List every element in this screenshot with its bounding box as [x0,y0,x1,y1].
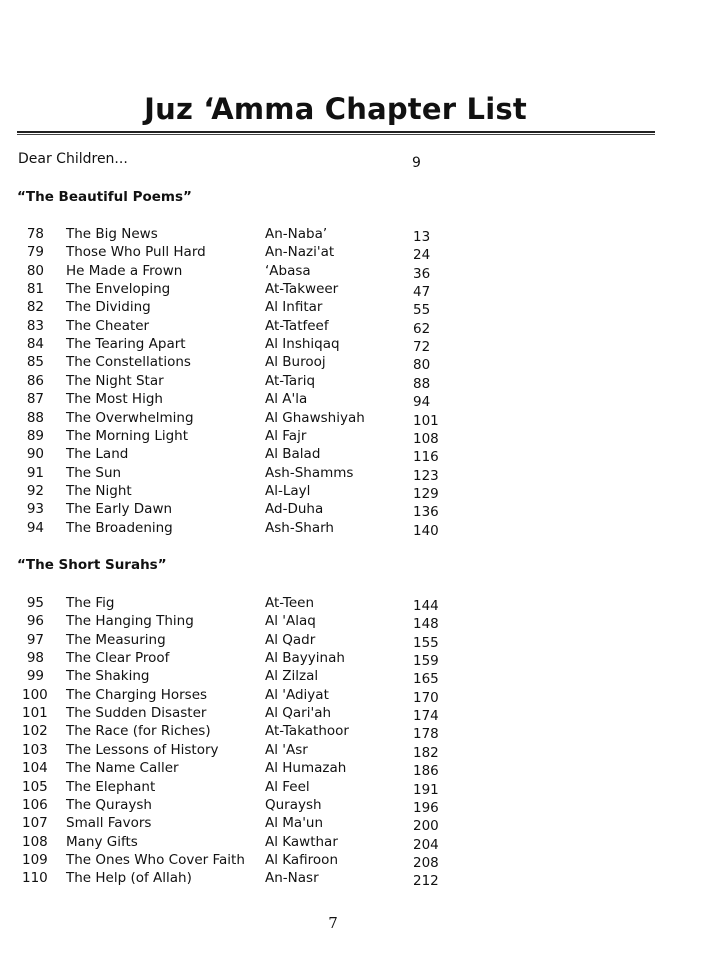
chapter-page: 88 [413,375,431,392]
chapter-page: 13 [413,229,431,245]
chapter-row [0,722,711,743]
chapter-page: 94 [413,394,431,411]
chapter-row [0,796,711,814]
chapter-arabic-name: An-Nasr [265,870,319,887]
chapter-english-name: The Constellations [66,354,191,371]
chapter-page: 144 [413,598,439,614]
chapter-english-name: The Clear Proof [66,650,170,667]
chapter-page: 170 [413,689,439,706]
chapter-page: 155 [413,634,439,651]
chapter-arabic-name: At-Tatfeef [265,317,329,334]
chapter-row [0,243,711,264]
chapter-arabic-name: Ash-Sharh [265,519,334,536]
chapter-row [0,225,711,243]
chapter-row [0,814,711,835]
chapter-page: 123 [413,467,439,484]
chapter-english-name: The Early Dawn [66,501,173,518]
chapter-number: 108 [22,833,48,850]
chapter-english-name: The Overwhelming [66,409,194,426]
chapter-english-name: The Elephant [66,778,156,795]
chapter-english-name: The Race (for Riches) [66,723,211,740]
chapter-number: 94 [26,519,44,536]
chapter-row [0,649,711,670]
chapter-english-name: The Lessons of History [66,741,219,758]
chapter-page: 129 [413,485,439,502]
chapter-arabic-name: Al Burooj [265,354,326,371]
chapter-page: 47 [413,284,431,301]
chapter-number: 99 [26,668,44,685]
chapter-number: 85 [26,354,44,371]
chapter-arabic-name: Quraysh [265,796,322,813]
chapter-row [0,390,711,411]
title-divider [17,131,655,135]
chapter-page: 196 [413,799,439,816]
chapter-row [0,500,711,521]
chapter-arabic-name: Al Kawthar [265,833,338,850]
chapter-arabic-name: Al Bayyinah [265,650,345,667]
chapter-english-name: The Charging Horses [66,686,208,703]
chapter-row [0,594,711,612]
chapter-row [0,851,711,869]
chapter-arabic-name: Al Infitar [265,299,323,316]
chapter-page: 174 [413,708,439,725]
chapter-page: 191 [413,781,439,798]
chapter-number: 109 [22,851,48,868]
chapter-row [0,280,711,301]
chapter-arabic-name: Al Ghawshiyah [265,409,365,426]
chapter-number: 88 [26,409,44,426]
chapter-page: 159 [413,653,439,670]
chapter-number: 92 [26,482,44,499]
chapter-row [0,317,711,335]
chapter-number: 105 [22,778,48,795]
chapter-arabic-name: At-Takweer [265,281,339,298]
chapter-arabic-name: Al Humazah [265,760,347,777]
chapter-arabic-name: Al Feel [265,778,310,795]
chapter-number: 89 [26,427,44,444]
page-number: 7 [328,914,338,932]
chapter-number: 100 [22,686,48,703]
chapter-english-name: The Morning Light [66,427,189,444]
chapter-english-name: The Quraysh [66,796,152,813]
chapter-row [0,704,711,725]
chapter-page: 36 [413,265,431,282]
chapter-page: 24 [413,247,431,264]
chapter-number: 87 [26,391,44,408]
chapter-arabic-name: Al 'Alaq [265,613,316,630]
chapter-number: 103 [22,741,48,758]
chapter-number: 81 [26,281,44,298]
chapter-number: 82 [26,299,44,316]
chapter-row [0,869,711,890]
chapter-row [0,409,711,427]
chapter-english-name: The Sudden Disaster [66,705,207,722]
chapter-page: 204 [413,836,439,853]
chapter-number: 80 [26,262,44,279]
chapter-english-name: The Land [66,446,129,463]
chapter-english-name: Many Gifts [66,833,138,850]
chapter-english-name: The Help (of Allah) [66,870,192,887]
chapter-number: 98 [26,650,44,667]
chapter-number: 104 [22,760,48,777]
chapter-arabic-name: Al 'Asr [265,741,308,758]
chapter-page: 186 [413,763,439,780]
chapter-arabic-name: Al Zilzal [265,668,319,685]
chapter-row [0,298,711,319]
chapter-row [0,686,711,704]
chapter-number: 107 [22,815,48,832]
chapter-row [0,372,711,390]
chapter-english-name: The Ones Who Cover Faith [66,851,245,868]
chapter-page: 136 [413,504,439,521]
chapter-page: 165 [413,671,439,688]
chapter-row [0,631,711,649]
chapter-row [0,427,711,445]
intro-page: 9 [412,155,421,171]
chapter-page: 116 [413,449,439,466]
chapter-page: 55 [413,302,431,319]
chapter-english-name: The Sun [66,464,122,481]
chapter-english-name: The Shaking [66,668,150,685]
chapter-arabic-name: Al 'Adiyat [265,686,329,703]
chapter-arabic-name: Al Fajr [265,427,307,444]
chapter-row [0,612,711,633]
chapter-number: 79 [26,244,44,261]
chapter-page: 148 [413,616,439,633]
chapter-number: 97 [26,631,44,648]
chapter-number: 90 [26,446,44,463]
chapter-row [0,262,711,280]
chapter-english-name: The Most High [66,391,163,408]
intro-label: Dear Children... [18,151,128,167]
chapter-arabic-name: Ad-Duha [265,501,324,518]
chapter-arabic-name: An-Naba’ [265,226,328,242]
chapter-arabic-name: At-Tariq [265,372,316,389]
chapter-arabic-name: Al Balad [265,446,321,463]
chapter-english-name: The Night Star [66,372,164,389]
chapter-number: 110 [22,870,48,887]
chapter-number: 95 [26,595,44,611]
chapter-arabic-name: An-Nazi'at [265,244,335,261]
chapter-row [0,335,711,356]
chapter-english-name: The Fig [66,595,115,611]
chapter-number: 96 [26,613,44,630]
chapter-number: 102 [22,723,48,740]
chapter-row [0,482,711,500]
chapter-english-name: The Hanging Thing [66,613,194,630]
chapter-english-name: The Measuring [66,631,166,648]
chapter-page: 101 [413,412,439,429]
chapter-row [0,445,711,466]
chapter-number: 86 [26,372,44,389]
chapter-page: 80 [413,357,431,374]
section-heading-short-surahs: “The Short Surahs” [17,557,167,573]
chapter-number: 106 [22,796,48,813]
chapter-number: 101 [22,705,48,722]
chapter-english-name: The Enveloping [66,281,171,298]
chapter-row [0,464,711,482]
chapter-english-name: The Night [66,482,132,499]
chapter-row [0,833,711,851]
chapter-page: 178 [413,726,439,743]
chapter-arabic-name: Al Inshiqaq [265,336,340,353]
chapter-arabic-name: Al A'la [265,391,308,408]
chapter-number: 83 [26,317,44,334]
chapter-english-name: The Name Caller [66,760,179,777]
chapter-page: 72 [413,339,431,356]
section-heading-poems: “The Beautiful Poems” [17,189,192,205]
chapter-page: 182 [413,744,439,761]
chapter-row [0,667,711,688]
chapter-english-name: The Cheater [66,317,150,334]
chapter-english-name: Small Favors [66,815,152,832]
chapter-arabic-name: At-Teen [265,595,315,611]
chapter-page: 140 [413,522,439,539]
chapter-row [0,778,711,796]
chapter-arabic-name: ‘Abasa [265,262,311,279]
chapter-row [0,353,711,374]
page-title: Juz ‘Amma Chapter List [144,92,527,126]
chapter-page: 208 [413,854,439,871]
chapter-arabic-name: Ash-Shamms [265,464,354,481]
chapter-page: 212 [413,873,439,890]
chapter-number: 93 [26,501,44,518]
chapter-row [0,759,711,780]
chapter-arabic-name: Al Ma'un [265,815,324,832]
chapter-page: 200 [413,818,439,835]
chapter-arabic-name: At-Takathoor [265,723,349,740]
chapter-arabic-name: Al-Layl [265,482,311,499]
chapter-number: 78 [26,226,44,242]
chapter-row [0,519,711,537]
chapter-number: 91 [26,464,44,481]
chapter-arabic-name: Al Qari'ah [265,705,332,722]
chapter-english-name: The Dividing [66,299,151,316]
chapter-english-name: The Tearing Apart [66,336,186,353]
chapter-english-name: The Broadening [66,519,173,536]
chapter-row [0,741,711,759]
chapter-arabic-name: Al Kafiroon [265,851,338,868]
chapter-arabic-name: Al Qadr [265,631,316,648]
chapter-page: 62 [413,320,431,337]
chapter-page: 108 [413,430,439,447]
chapter-number: 84 [26,336,44,353]
chapter-english-name: Those Who Pull Hard [66,244,206,261]
chapter-english-name: He Made a Frown [66,262,183,279]
chapter-english-name: The Big News [66,226,158,242]
